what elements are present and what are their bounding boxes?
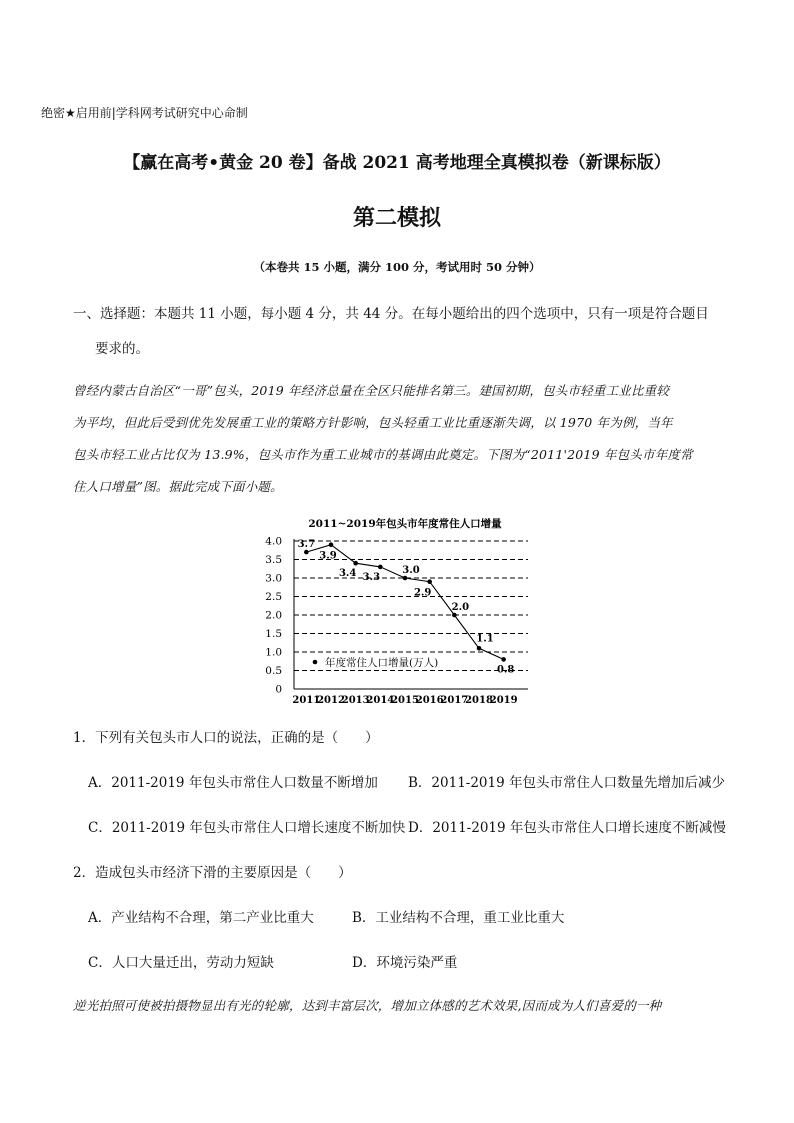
y-tick-label: 0.5 [265, 665, 282, 677]
data-label: 1.1 [476, 633, 494, 645]
x-tick-label: 2013 [341, 695, 370, 705]
data-label: 3.9 [319, 550, 337, 562]
question-2-option-a[interactable]: A．产业结构不合理，第二产业比重大 [88, 910, 314, 926]
chart-legend [313, 656, 439, 669]
x-tick-label: 2018 [465, 695, 493, 705]
exam-subtitle: 第二模拟 [352, 206, 441, 231]
x-tick-label: 2014 [366, 695, 395, 705]
x-axis [292, 689, 528, 705]
data-label: 3.3 [362, 571, 381, 583]
confidential-header: 绝密★启用前|学科网考试研究中心命制 [41, 106, 248, 120]
y-tick-label: 1.0 [265, 646, 282, 659]
passage-line: 住人口增量”图。据此完成下面小题。 [73, 479, 283, 494]
question-1-option-d[interactable]: D．2011-2019 年包头市常住人口增长速度不断减慢 [408, 820, 726, 836]
data-label: 3.0 [402, 565, 420, 576]
question-2-stem: 2．造成包头市经济下滑的主要原因是（ ） [73, 865, 352, 881]
legend-label: 年度常住人口增量(万人) [325, 657, 439, 669]
x-tick-label: 2015 [391, 695, 419, 705]
x-tick-label: 2019 [489, 695, 518, 705]
data-point [304, 550, 309, 555]
passage-line: 包头市轻工业占比仅为 13.9%，包头市作为重工业城市的基调由此奠定。下图为“2011'2019 年包头市年度常 [73, 447, 693, 462]
data-label: 0.8 [496, 664, 515, 676]
data-point [477, 646, 482, 651]
question-2-option-d[interactable]: D．环境污染严重 [352, 955, 458, 971]
exam-note: （本卷共 15 小题，满分 100 分，考试用时 50 分钟） [253, 260, 541, 274]
passage-line: 曾经内蒙古自治区“一哥”包头，2019 年经济总量在全区只能排名第三。建国初期，包头市轻重工业比重较 [73, 383, 670, 398]
chart-title: 2011~2019年包头市年度常住人口增量 [308, 518, 502, 530]
y-tick-label: 3.0 [265, 572, 282, 585]
question-2-option-c[interactable]: C．人口大量迁出，劳动力短缺 [88, 955, 274, 971]
y-tick-label: 1.5 [265, 628, 282, 640]
data-point [501, 657, 506, 662]
data-label: 2.0 [451, 602, 470, 613]
x-tick-label: 2012 [317, 695, 345, 705]
x-tick-label: 2011 [292, 695, 321, 705]
data-point [452, 613, 457, 618]
y-tick-label: 2.0 [265, 609, 282, 622]
passage-line: 为平均，但此后受到优先发展重工业的策略方针影响，包头轻重工业比重逐渐失调，以 1970 年为例，当年 [73, 415, 673, 430]
data-label: 3.4 [338, 568, 357, 580]
passage-2-line: 逆光拍照可使被拍摄物显出有光的轮廓，达到丰富层次，增加立体感的艺术效果,因而成为人们喜爱的一种 [73, 998, 662, 1013]
data-label: 3.7 [297, 539, 316, 551]
x-tick-label: 2016 [415, 695, 444, 705]
population-chart [258, 513, 548, 705]
question-1-stem: 1．下列有关包头市人口的说法，正确的是（ ） [73, 730, 379, 746]
question-1-option-c[interactable]: C．2011-2019 年包头市常住人口增长速度不断加快 [88, 820, 406, 836]
data-point [378, 565, 383, 570]
data-point [403, 576, 408, 581]
exam-title: 【赢在高考•黄金 20 卷】备战 2021 高考地理全真模拟卷（新课标版） [123, 153, 671, 173]
y-tick-label: 3.5 [265, 554, 282, 566]
y-axis [265, 536, 294, 696]
series-line [306, 545, 503, 660]
data-point [329, 542, 334, 547]
data-point [427, 579, 432, 584]
y-tick-label: 4.0 [265, 535, 282, 548]
y-tick-label: 0 [275, 683, 282, 696]
data-label: 2.9 [413, 587, 432, 599]
question-2-option-b[interactable]: B．工业结构不合理，重工业比重大 [352, 910, 565, 926]
data-point [353, 561, 358, 566]
section-instruction-cont: 要求的。 [95, 341, 149, 357]
question-1-option-b[interactable]: B．2011-2019 年包头市常住人口数量先增加后减少 [408, 775, 725, 791]
y-tick-label: 2.5 [265, 591, 282, 603]
x-tick-label: 2017 [440, 695, 469, 705]
section-instruction: 一、选择题：本题共 11 小题，每小题 4 分，共 44 分。在每小题给出的四个选项中，只有一项是符合题目 [73, 306, 709, 322]
question-1-option-a[interactable]: A．2011-2019 年包头市常住人口数量不断增加 [88, 775, 378, 791]
legend-marker [313, 660, 318, 665]
